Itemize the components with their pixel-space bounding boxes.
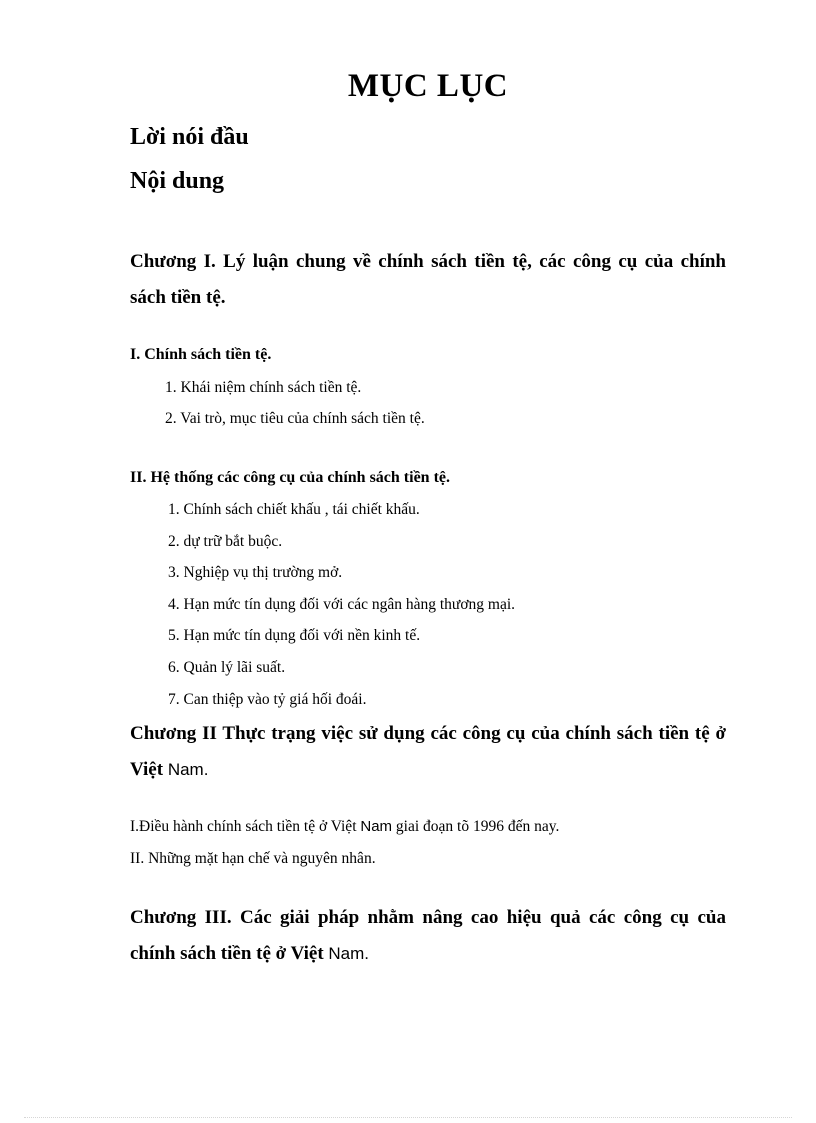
page-bottom-divider xyxy=(24,1117,792,1118)
chapter-3-heading-tail: Nam. xyxy=(328,944,370,963)
list-item: 4. Hạn mức tín dụng đối với các ngân hàng thương mại. xyxy=(168,596,516,613)
chapter-2-heading xyxy=(130,716,726,788)
section-1-heading: I. Chính sách tiền tệ. xyxy=(130,346,272,363)
chapter-2-item-1-tail: giai đoạn tõ 1996 đến nay. xyxy=(395,818,560,835)
list-item: 6. Quản lý lãi suất. xyxy=(168,659,286,676)
preface-heading: Lời nói đầu xyxy=(130,124,249,150)
list-item: 3. Nghiệp vụ thị trường mở. xyxy=(168,564,343,581)
list-item: 2. dự trữ bắt buộc. xyxy=(168,533,283,550)
list-item: 5. Hạn mức tín dụng đối với nền kinh tế. xyxy=(168,627,421,644)
chapter-2-item-1-text: I.Điều hành chính sách tiền tệ ở Việt xyxy=(130,818,357,835)
section-2-heading: II. Hệ thống các công cụ của chính sách tiền tệ. xyxy=(130,469,450,486)
chapter-2-heading-text: Chương II Thực trạng việc sử dụng các công cụ của chính sách tiền tệ ở Việt xyxy=(130,723,726,780)
chapter-2-heading-tail: Nam. xyxy=(167,760,209,779)
chapter-1-heading: Chương I. Lý luận chung về chính sách tiền tệ, các công cụ của chính sách tiền tệ. xyxy=(130,251,726,308)
chapter-3-heading-text: Chương III. Các giải pháp nhằm nâng cao hiệu quả các công cụ của chính sách tiền tệ ở Việt xyxy=(130,907,726,964)
chapter-2-item-1-nam: Nam xyxy=(360,818,393,835)
chapter-2-item-2: II. Những mặt hạn chế và nguyên nhân. xyxy=(130,850,376,867)
list-item: 1. Chính sách chiết khấu , tái chiết khấu. xyxy=(168,501,420,518)
list-item: 2. Vai trò, mục tiêu của chính sách tiền tệ. xyxy=(165,410,425,427)
chapter-2-item-1 xyxy=(130,818,559,836)
chapter-3-heading xyxy=(130,900,726,972)
list-item: 7. Can thiệp vào tỷ giá hối đoái. xyxy=(168,691,367,708)
content-heading: Nội dung xyxy=(130,168,225,194)
page-title: MỤC LỤC xyxy=(347,68,509,104)
list-item: 1. Khái niệm chính sách tiền tệ. xyxy=(165,379,362,396)
